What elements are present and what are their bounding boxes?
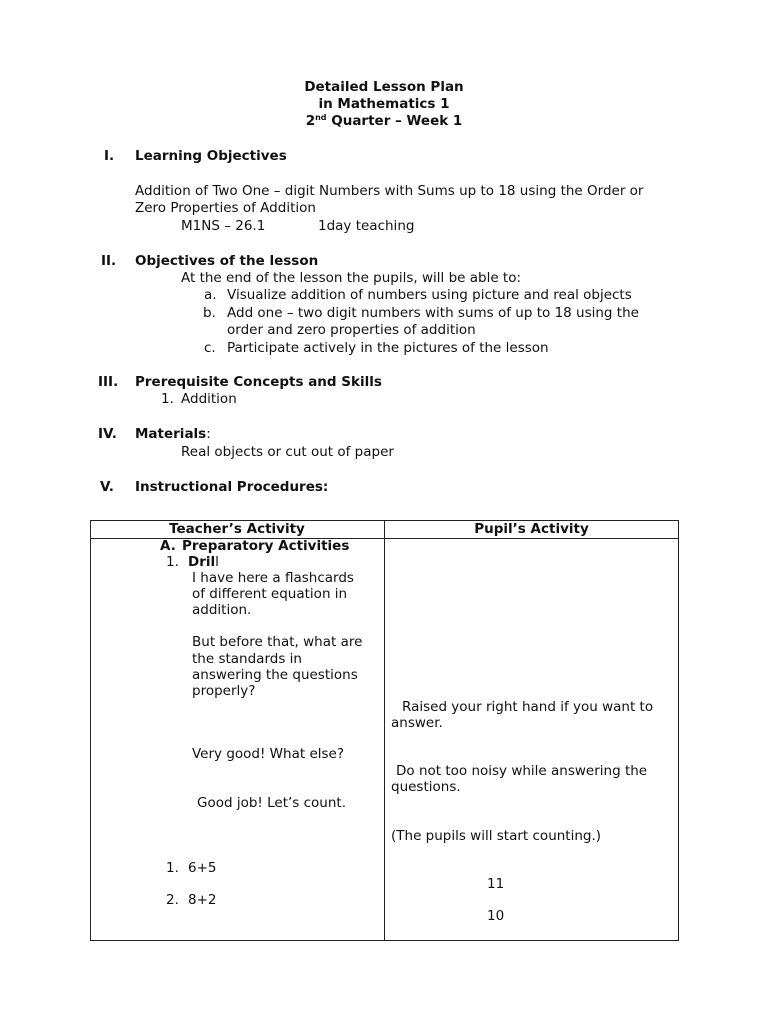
document-quarter: 2nd Quarter – Week 1 [305, 113, 463, 129]
teacher-line: Very good! What else? [192, 746, 345, 762]
pupil-answer-2: 10 [487, 908, 505, 924]
teacher-line: of different equation in [192, 586, 348, 602]
teacher-line: Good job! Let’s count. [197, 795, 347, 811]
section-3-item-marker: 1. [161, 391, 174, 407]
section-2-number: II. [101, 253, 117, 269]
teacher-line: properly? [192, 683, 256, 699]
teacher-line: But before that, what are [192, 634, 363, 650]
objective-c-marker: c. [204, 340, 216, 356]
section-3-heading: Prerequisite Concepts and Skills [135, 374, 382, 390]
pupil-line: (The pupils will start counting.) [391, 828, 602, 844]
pupil-line: answer. [391, 715, 443, 731]
section-2-heading: Objectives of the lesson [135, 253, 319, 269]
section-3-item-text: Addition [181, 391, 237, 407]
teacher-line: the standards in [192, 651, 302, 667]
objective-a-marker: a. [204, 287, 217, 303]
pupil-line: Do not too noisy while answering the [396, 763, 648, 779]
teacher-activity-header: Teacher’s Activity [169, 521, 305, 537]
equation-2-marker: 2. [166, 892, 179, 908]
equation-1: 6+5 [188, 860, 217, 876]
preparatory-heading: Preparatory Activities [182, 538, 350, 554]
teacher-line: answering the questions [192, 667, 358, 683]
table-header-divider [91, 538, 678, 539]
section-5-heading: Instructional Procedures: [135, 479, 329, 495]
equation-1-marker: 1. [166, 860, 179, 876]
objective-b-marker: b. [203, 305, 216, 321]
activity-table [90, 520, 679, 941]
table-column-divider [384, 521, 385, 940]
objective-b-text-line1: Add one – two digit numbers with sums of up to 18 using the [227, 305, 639, 321]
equation-2: 8+2 [188, 892, 217, 908]
drill-marker: 1. [166, 554, 179, 570]
pupil-activity-header: Pupil’s Activity [474, 521, 589, 537]
section-2-intro: At the end of the lesson the pupils, will be able to: [181, 270, 522, 286]
teacher-line: addition. [192, 602, 252, 618]
objective-a-text: Visualize addition of numbers using picture and real objects [227, 287, 632, 303]
section-1-body-line2: Zero Properties of Addition [135, 200, 316, 216]
preparatory-marker: A. [160, 538, 176, 554]
section-4-body: Real objects or cut out of paper [181, 444, 394, 460]
section-4-number: IV. [98, 426, 117, 442]
objective-b-text-line2: order and zero properties of addition [227, 322, 476, 338]
document-title: Detailed Lesson Plan [304, 79, 464, 95]
section-1-heading: Learning Objectives [135, 148, 287, 164]
section-1-duration: 1day teaching [318, 218, 415, 234]
section-4-heading: Materials: [135, 426, 211, 442]
section-1-number: I. [104, 148, 115, 164]
teacher-line: I have here a flashcards [192, 570, 354, 586]
section-1-code: M1NS – 26.1 [181, 218, 266, 234]
document-subject: in Mathematics 1 [318, 96, 450, 112]
section-3-number: III. [98, 374, 119, 390]
pupil-line: questions. [391, 779, 461, 795]
drill-heading: Drill [188, 554, 219, 570]
objective-c-text: Participate actively in the pictures of the lesson [227, 340, 549, 356]
section-5-number: V. [100, 479, 114, 495]
section-1-body-line1: Addition of Two One – digit Numbers with Sums up to 18 using the Order or [135, 183, 644, 199]
pupil-line: Raised your right hand if you want to [402, 699, 654, 715]
pupil-answer-1: 11 [487, 876, 505, 892]
